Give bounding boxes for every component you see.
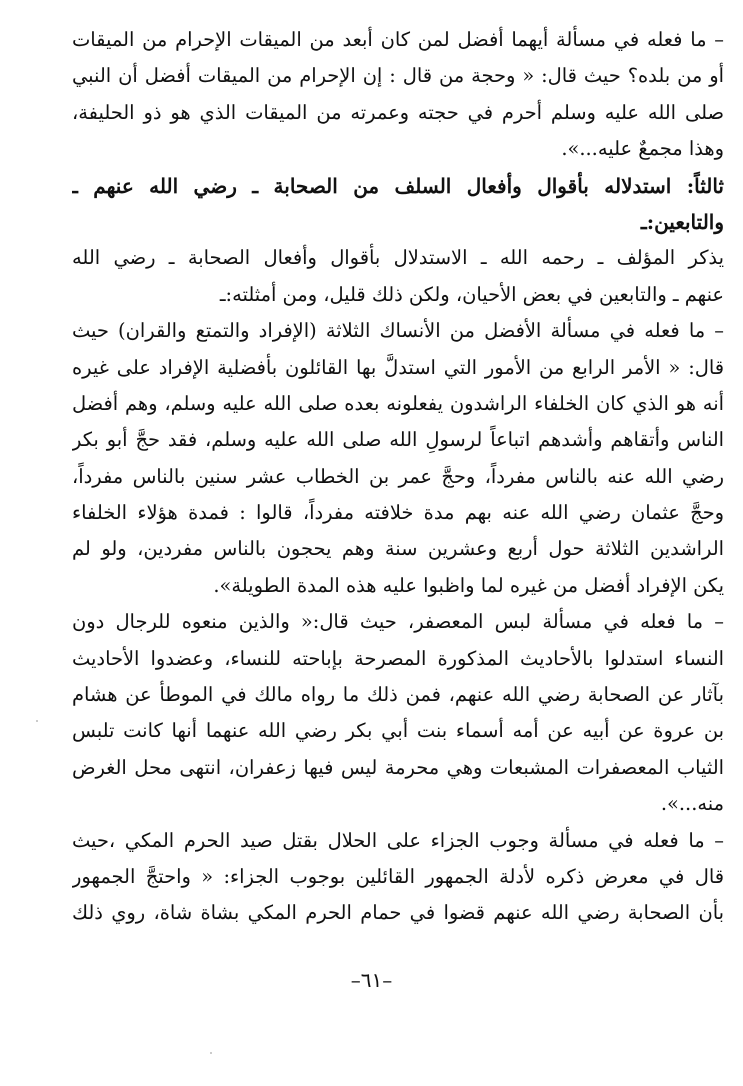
text-line: – ما فعله في مسألة لبس المعصفر، حيث قال:« والذين منعوه للرجال دون [72,610,724,634]
text-line: الراشدين الثلاثة حول أربع وعشرين سنة وهم يحجون بالناس مفردين، ولو لم [72,537,724,561]
page-number: –٦١– [350,968,393,992]
text-line: وهذا مجمعٌ عليه...». [561,137,724,161]
text-line: قال في معرض ذكره لأدلة الجمهور القائلين بوجوب الجزاء: « واحتجَّ الجمهور [72,864,724,888]
scan-speck [210,1052,212,1054]
text-line: أو من بلده؟ حيث قال: « وحجة من قال : إن الإحرام من الميقات أفضل أن النبي [72,64,724,88]
text-line: صلى الله عليه وسلم أحرم في حجته وعمرته من الميقات الذي هو ذو الحليفة، [72,100,724,124]
section-heading: ثالثاً: استدلاله بأقوال وأفعال السلف من الصحابة ـ رضي الله عنهم ـ [72,173,724,198]
section-heading: والتابعين:ـ [640,209,724,234]
text-line: أنه هو الذي كان الخلفاء الراشدون يفعلونه بعده صلى الله عليه وسلم، وهم أفضل [72,391,724,415]
text-line: رضي الله عنه بالناس مفرداً، وحجَّ عمر بن الخطاب عشر سنين بالناس مفرداً، [72,464,724,488]
text-line: قال: « الأمر الرابع من الأمور التي استدلَّ بها القائلون بأفضلية الإفراد على غيره [72,355,724,379]
text-line: – ما فعله في مسألة أيهما أفضل لمن كان أبعد من الميقات الإحرام من الميقات [72,28,724,51]
text-line: عنهم ـ والتابعين في بعض الأحيان، ولكن ذلك قليل، ومن أمثلته:ـ [219,282,724,306]
text-line: – ما فعله في مسألة الأفضل من الأنساك الثلاثة (الإفراد والتمتع والقران) حيث [72,319,724,343]
text-line: وحجَّ عثمان رضي الله عنه بهم مدة خلافته مفرداً، قالوا : فمدة هؤلاء الخلفاء [72,501,724,525]
text-line: بن عروة عن أبيه عن أمه أسماء بنت أبي بكر رضي الله عنهما أنها كانت تلبس [72,719,724,743]
text-line: الثياب المعصفرات المشبعات وهي محرمة ليس فيها زعفران، انتهى محل الغرض [72,755,724,779]
text-line: يذكر المؤلف ـ رحمه الله ـ الاستدلال بأقوال وأفعال الصحابة ـ رضي الله [72,246,724,270]
text-line: منه...». [660,792,724,816]
text-line: – ما فعله في مسألة وجوب الجزاء على الحلال بقتل صيد الحرم المكي ،حيث [72,828,724,852]
text-line: النساء استدلوا بالأحاديث المذكورة المصرحة بإباحته للنساء، وعضدوا الأحاديث [72,646,724,670]
text-line: الناس وأتقاهم وأشدهم اتباعاً لرسولِ الله صلى الله عليه وسلم، فقد حجَّ أبو بكر [72,428,724,452]
page-body [72,22,724,932]
scan-speck [36,720,38,722]
text-line: بآثار عن الصحابة رضي الله عنهم، فمن ذلك ما رواه مالك في الموطأ عن هشام [72,683,724,707]
text-line: بأن الصحابة رضي الله عنهم قضوا في حمام الحرم المكي بشاة شاة، روي ذلك [72,901,724,925]
text-line: يكن الإفراد أفضل من غيره لما واظبوا عليه هذه المدة الطويلة». [213,573,724,597]
